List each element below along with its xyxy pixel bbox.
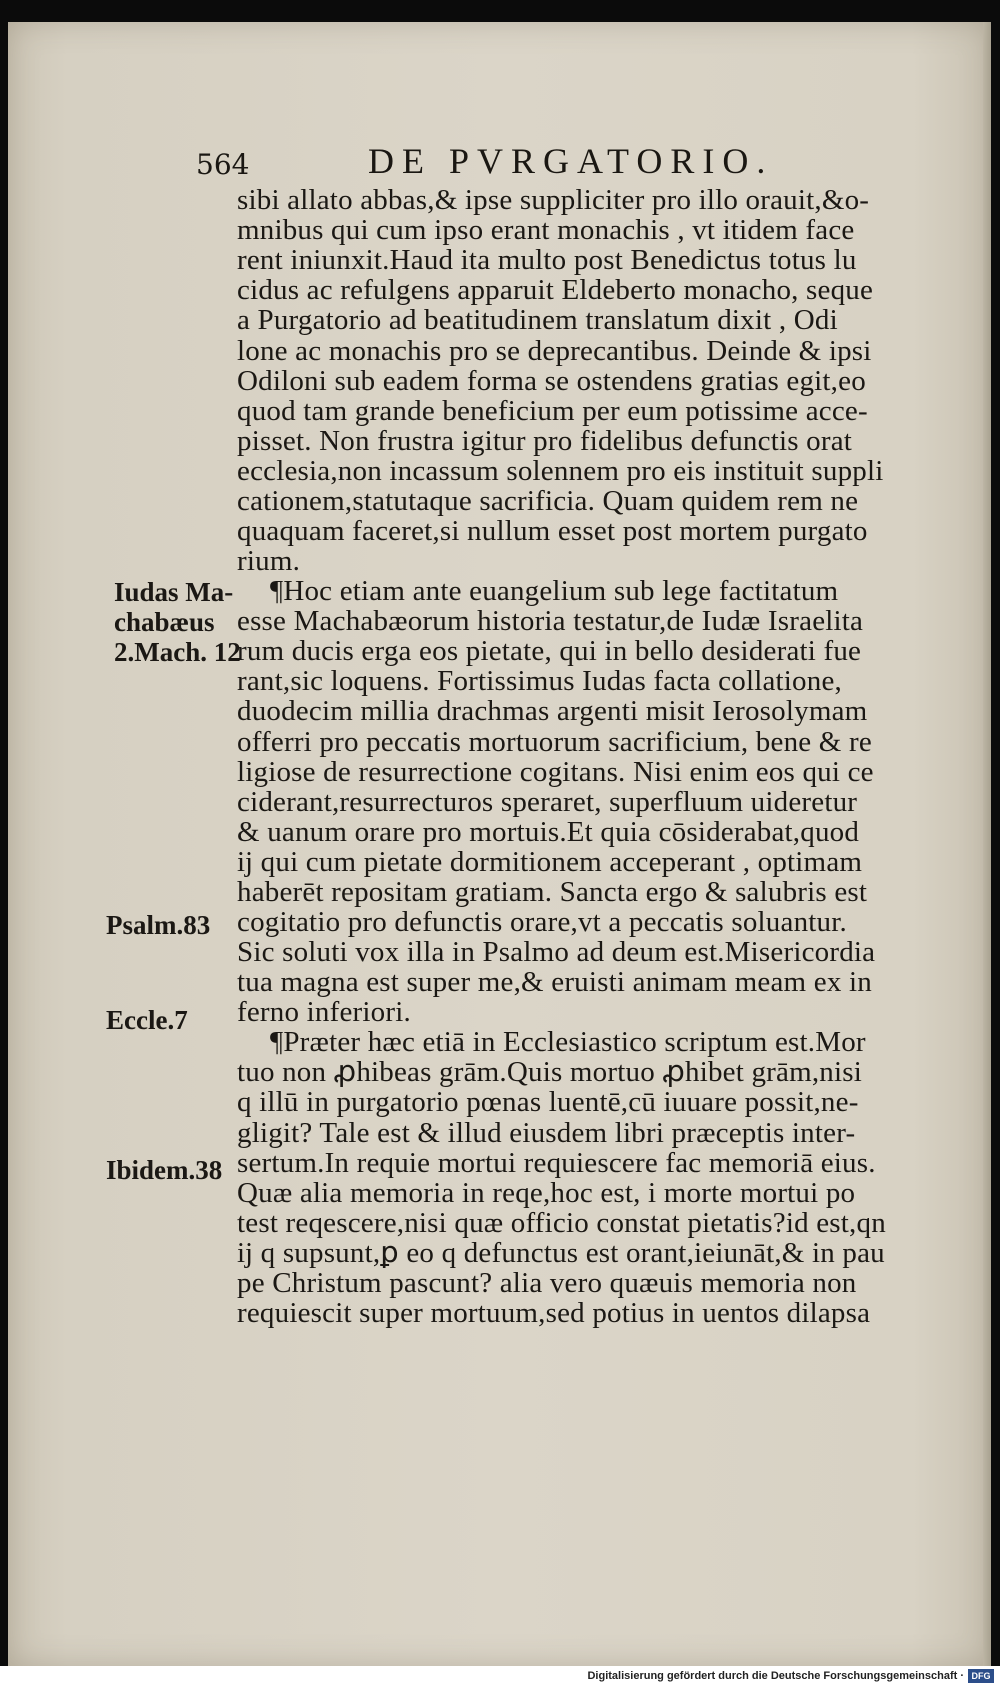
- text-line: ¶Hoc etiam ante euangelium sub lege factitatum: [270, 575, 839, 607]
- book-page: [8, 22, 991, 1666]
- text-line: quod tam grande beneficium per eum potissime acce-: [237, 395, 868, 427]
- text-line: ciderant,resurrecturos speraret, superfluum uideretur: [237, 786, 858, 818]
- text-line: Sic soluti vox illa in Psalmo ad deum est.Misericordia: [237, 936, 876, 968]
- text-line: sibi allato abbas,& ipse suppliciter pro illo orauit,&o-: [237, 184, 870, 216]
- text-line: haberēt repositam gratiam. Sancta ergo & salubris est: [237, 876, 868, 908]
- text-line: esse Machabæorum historia testatur,de Iudæ Israelita: [237, 605, 864, 637]
- margin-note: Ibidem.38: [106, 1155, 223, 1185]
- margin-note: 2.Mach. 12: [114, 637, 241, 667]
- text-line: mnibus qui cum ipso erant monachis , vt itidem face: [237, 214, 855, 246]
- text-line: pe Christum pascunt? alia vero quæuis memoria non: [237, 1267, 857, 1299]
- text-line: rum ducis erga eos pietate, qui in bello desiderati fue: [237, 635, 862, 667]
- text-line: a Purgatorio ad beatitudinem translatum dixit , Odi: [237, 304, 838, 336]
- text-line: ferno inferiori.: [237, 996, 411, 1028]
- page-number: 564: [196, 148, 250, 181]
- text-line: ĳ qui cum pietate dormitionem acceperant , optimam: [237, 846, 863, 878]
- text-line: rium.: [237, 545, 301, 577]
- text-line: quaquam faceret,si nullum esset post mortem purgato: [237, 515, 868, 547]
- page-edge: [983, 22, 991, 1666]
- text-line: test reqescere,nisi quæ officio constat pietatis?id est,qn: [237, 1207, 886, 1239]
- text-line: rant,sic loquens. Fortissimus Iudas facta collatione,: [237, 665, 842, 697]
- running-head: DE PVRGATORIO.: [368, 141, 774, 181]
- funding-credit: Digitalisierung gefördert durch die Deutsche Forschungsgemeinschaft ·: [587, 1670, 964, 1682]
- text-line: cationem,statutaque sacrificia. Quam quidem rem ne: [237, 485, 859, 517]
- credit-bar: [0, 1666, 1000, 1690]
- text-line: Quæ alia memoria in reqe,hoc est, i morte mortui po: [237, 1177, 856, 1209]
- text-line: requiescit super mortuum,sed potius in uentos dilapsa: [237, 1297, 871, 1329]
- margin-note: Psalm.83: [106, 910, 211, 940]
- text-line: gligit? Tale est & illud eiusdem libri præceptis inter-: [237, 1117, 856, 1149]
- text-line: cogitatio pro defunctis orare,vt a peccatis soluantur.: [237, 906, 847, 938]
- text-line: tua magna est super me,& eruisti animam meam ex in: [237, 966, 872, 998]
- text-line: ¶Præter hæc etiā in Ecclesiastico scriptum est.Mor: [270, 1026, 866, 1058]
- text-line: sertum.In requie mortui requiescere fac memoriā eius.: [237, 1147, 876, 1179]
- margin-note: Iudas Ma-: [114, 577, 234, 607]
- text-line: cidus ac refulgens apparuit Eldeberto monacho, seque: [237, 274, 874, 306]
- dfg-logo: DFG: [968, 1669, 994, 1683]
- text-line: lone ac monachis pro se deprecantibus. Deinde & ipsi: [237, 335, 872, 367]
- text-line: rent iniunxit.Haud ita multo post Benedictus totus lu: [237, 244, 857, 276]
- margin-note: Eccle.7: [106, 1005, 188, 1035]
- page-header: [8, 140, 991, 190]
- text-line: & uanum orare pro mortuis.Et quia cōsiderabat,quod: [237, 816, 860, 848]
- text-line: tuo non ꝓhibeas grām.Quis mortuo ꝓhibet grām,nisi: [237, 1056, 862, 1088]
- text-line: ligiose de resurrectione cogitans. Nisi enim eos qui ce: [237, 756, 874, 788]
- text-line: q illū in purgatorio pœnas luentē,cū iuuare possit,ne-: [237, 1086, 859, 1118]
- text-line: duodecim millia drachmas argenti misit Ierosolymam: [237, 695, 868, 727]
- margin-note: chabæus: [114, 607, 215, 637]
- text-line: offerri pro peccatis mortuorum sacrificium, bene & re: [237, 726, 872, 758]
- text-line: Odiloni sub eadem forma se ostendens gratias egit,eo: [237, 365, 866, 397]
- text-line: pisset. Non frustra igitur pro fidelibus defunctis orat: [237, 425, 853, 457]
- text-line: ĳ q supsunt,ꝑ eo q defunctus est orant,ieiunāt,& in pau: [237, 1237, 885, 1269]
- text-line: ecclesia,non incassum solennem pro eis instituit suppli: [237, 455, 884, 487]
